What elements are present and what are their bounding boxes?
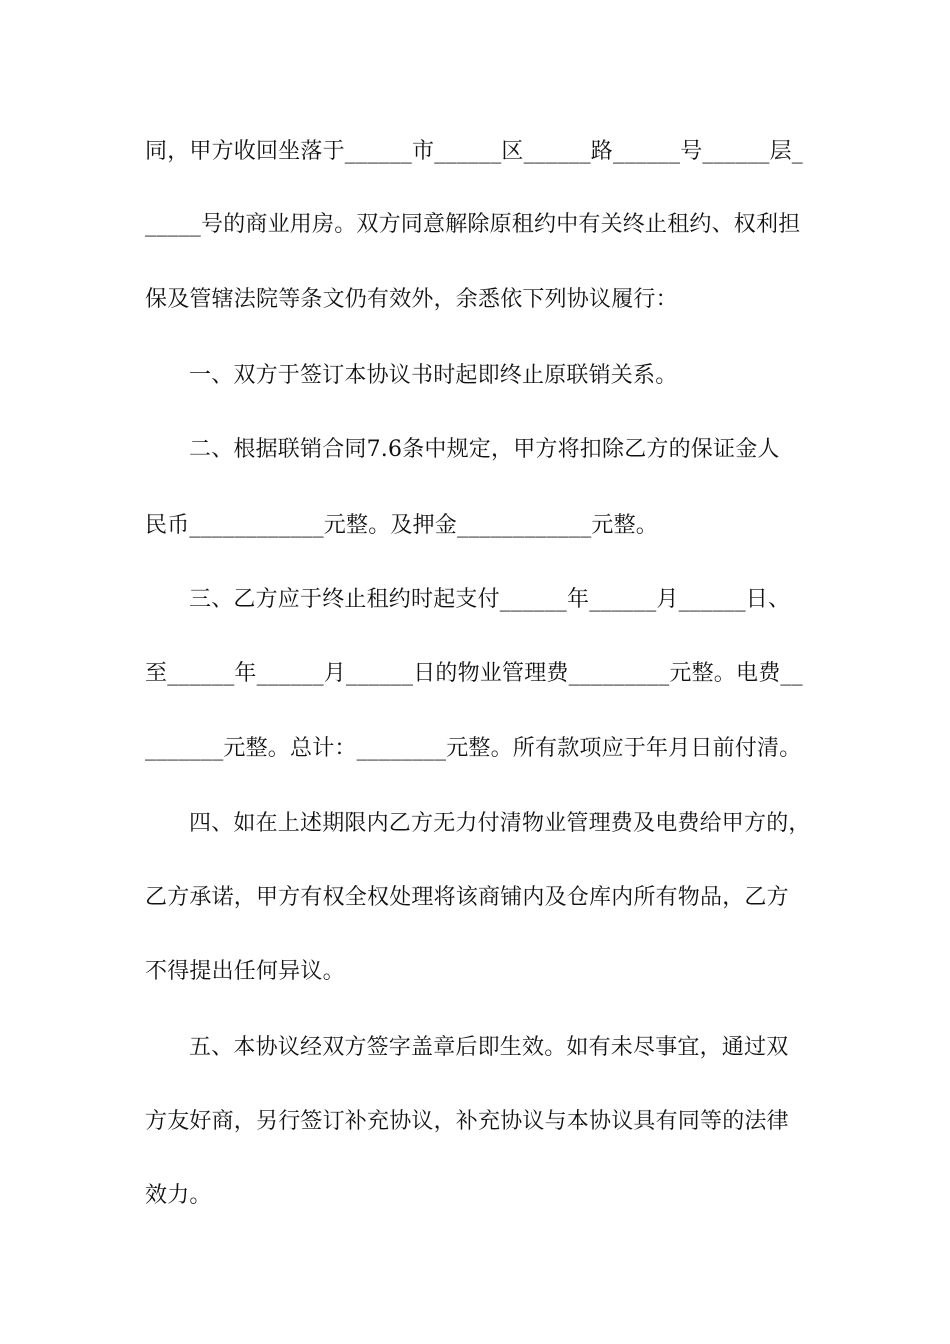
clause-4: 四、如在上述期限内乙方无力付清物业管理费及电费给甲方的，: [189, 811, 811, 836]
text-line: 民币____________元整。及押金____________元整。: [145, 513, 659, 538]
text-line: 保及管辖法院等条文仍有效外，余悉依下列协议履行：: [145, 287, 678, 312]
text-line: 乙方承诺，甲方有权全权处理将该商铺内及仓库内所有物品，乙方: [145, 885, 789, 910]
clause-3: 三、乙方应于终止租约时起支付______年______月______日、: [189, 587, 791, 612]
text-line: 效力。: [145, 1183, 212, 1208]
text-line: 方友好商，另行签订补充协议，补充协议与本协议具有同等的法律: [145, 1109, 789, 1134]
text-line: 同，甲方收回坐落于______市______区______路______号______层_: [145, 139, 804, 164]
text-line: _____号的商业用房。双方同意解除原租约中有关终止租约、权利担: [145, 212, 801, 237]
clause-1: 一、双方于签订本协议书时起即终止原联销关系。: [189, 363, 678, 388]
clause-5: 五、本协议经双方签字盖章后即生效。如有未尽事宜，通过双: [189, 1035, 789, 1060]
text-line: 至______年______月______日的物业管理费_________元整。电费__: [145, 661, 803, 686]
clause-2: 二、根据联销合同7.6条中规定，甲方将扣除乙方的保证金人: [189, 437, 780, 462]
text-line: _______元整。总计：________元整。所有款项应于年月日前付清。: [145, 736, 802, 761]
text-line: 不得提出任何异议。: [145, 959, 345, 984]
